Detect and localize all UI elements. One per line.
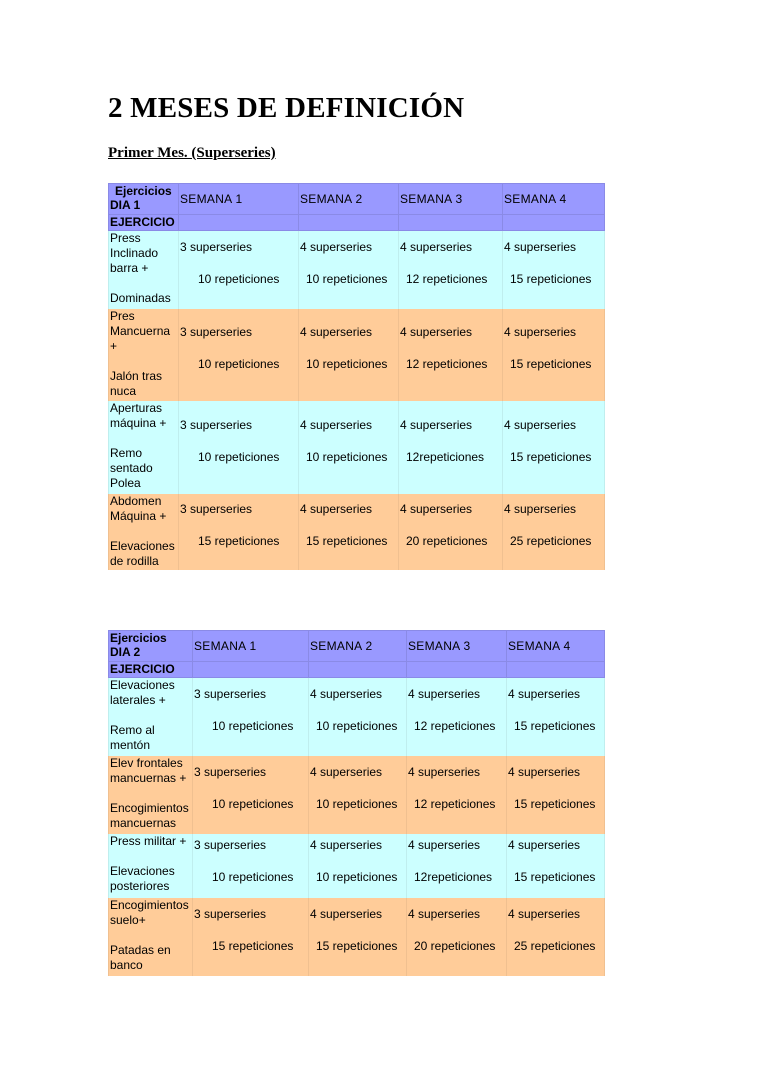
reps-value: 10 repeticiones	[306, 272, 388, 286]
reps-value: 10 repeticiones	[212, 719, 294, 733]
header-label-dia: DIA 1	[110, 198, 141, 212]
reps-value: 25 repeticiones	[510, 534, 592, 548]
exercise-name: Aperturas máquina + Remo sentado Polea	[109, 401, 179, 494]
sets-value: 4 superseries	[504, 418, 577, 432]
sets-value: 4 superseries	[300, 502, 373, 516]
reps-value: 15 repeticiones	[306, 534, 388, 548]
reps-value: 10 repeticiones	[198, 450, 280, 464]
reps-value: 15 repeticiones	[514, 797, 596, 811]
reps-value: 15 repeticiones	[316, 939, 398, 953]
reps-value: 15 repeticiones	[514, 870, 596, 884]
sets-value: 4 superseries	[400, 325, 473, 339]
week-header-2: SEMANA 2	[310, 639, 373, 653]
exercise-name: Encogimientos suelo+ Patadas en banco	[109, 898, 193, 976]
reps-value: 15 repeticiones	[198, 534, 280, 548]
week-header-4: SEMANA 4	[504, 192, 567, 206]
week-cell	[399, 231, 503, 310]
week-header-2: SEMANA 2	[300, 192, 363, 206]
schedule-table-dia-1	[108, 183, 605, 570]
sets-value: 4 superseries	[508, 765, 581, 779]
week-cell	[503, 309, 605, 401]
sets-value: 3 superseries	[194, 838, 267, 852]
sets-value: 4 superseries	[400, 418, 473, 432]
sets-value: 4 superseries	[300, 418, 373, 432]
reps-value: 12 repeticiones	[406, 357, 488, 371]
exercise-row	[109, 494, 605, 570]
sets-value: 3 superseries	[180, 325, 253, 339]
reps-value: 15 repeticiones	[510, 357, 592, 371]
header-label-cell	[109, 631, 193, 662]
reps-value: 10 repeticiones	[198, 272, 280, 286]
reps-value: 12 repeticiones	[414, 719, 496, 733]
exercise-name: Press militar + Elevaciones posteriores	[109, 834, 193, 898]
week-cell	[193, 834, 309, 898]
table-header-row	[109, 184, 605, 215]
reps-value: 12repeticiones	[406, 450, 485, 464]
week-cell	[507, 834, 605, 898]
sets-value: 4 superseries	[408, 765, 481, 779]
sets-value: 4 superseries	[300, 325, 373, 339]
exercise-name: Elevaciones laterales + Remo al mentón	[109, 678, 193, 757]
week-cell	[399, 309, 503, 401]
week-cell	[193, 756, 309, 834]
week-cell	[407, 756, 507, 834]
week-cell	[309, 678, 407, 757]
week-cell	[309, 834, 407, 898]
sets-value: 4 superseries	[310, 838, 383, 852]
header-label-dia: DIA 2	[110, 645, 141, 659]
exercise-name: Abdomen Máquina + Elevaciones de rodilla	[109, 494, 179, 570]
header-label-cell	[109, 184, 179, 215]
header-label-ejercicios: Ejercicios	[110, 631, 167, 645]
week-cell	[179, 494, 299, 570]
exercise-name: Pres Mancuerna + Jalón tras nuca	[109, 309, 179, 401]
week-cell	[407, 898, 507, 976]
reps-value: 10 repeticiones	[316, 719, 398, 733]
sets-value: 4 superseries	[408, 907, 481, 921]
reps-value: 12repeticiones	[414, 870, 493, 884]
sets-value: 3 superseries	[180, 240, 253, 254]
week-cell	[399, 401, 503, 494]
sets-value: 4 superseries	[508, 907, 581, 921]
page-title: 2 MESES DE DEFINICIÓN	[108, 92, 465, 124]
week-cell	[179, 401, 299, 494]
week-cell	[179, 309, 299, 401]
subheader-ejercicio: EJERCICIO	[109, 662, 193, 678]
exercise-row	[109, 834, 605, 898]
reps-value: 12 repeticiones	[406, 272, 488, 286]
exercise-row	[109, 756, 605, 834]
week-cell	[399, 494, 503, 570]
reps-value: 15 repeticiones	[212, 939, 294, 953]
sets-value: 4 superseries	[310, 765, 383, 779]
week-header-1: SEMANA 1	[180, 192, 243, 206]
reps-value: 15 repeticiones	[514, 719, 596, 733]
reps-value: 10 repeticiones	[198, 357, 280, 371]
reps-value: 15 repeticiones	[510, 450, 592, 464]
sets-value: 4 superseries	[408, 838, 481, 852]
reps-value: 25 repeticiones	[514, 939, 596, 953]
exercise-row	[109, 231, 605, 310]
week-cell	[507, 756, 605, 834]
exercise-row	[109, 678, 605, 757]
sets-value: 3 superseries	[180, 418, 253, 432]
reps-value: 10 repeticiones	[316, 797, 398, 811]
reps-value: 10 repeticiones	[316, 870, 398, 884]
week-cell	[179, 231, 299, 310]
sets-value: 3 superseries	[194, 687, 267, 701]
sets-value: 4 superseries	[408, 687, 481, 701]
exercise-row	[109, 309, 605, 401]
week-cell	[309, 756, 407, 834]
week-cell	[407, 678, 507, 757]
reps-value: 20 repeticiones	[414, 939, 496, 953]
sets-value: 4 superseries	[310, 907, 383, 921]
exercise-name: Elev frontales mancuernas + Encogimientos mancuernas	[109, 756, 193, 834]
subheader-ejercicio: EJERCICIO	[109, 215, 179, 231]
week-cell	[503, 494, 605, 570]
sets-value: 4 superseries	[508, 838, 581, 852]
week-cell	[507, 898, 605, 976]
exercise-name: Press Inclinado barra + Dominadas	[109, 231, 179, 310]
reps-value: 10 repeticiones	[306, 450, 388, 464]
reps-value: 10 repeticiones	[212, 797, 294, 811]
schedule-table-dia-2	[108, 630, 605, 976]
week-header-1: SEMANA 1	[194, 639, 257, 653]
exercise-row	[109, 401, 605, 494]
week-cell	[503, 231, 605, 310]
week-cell	[193, 898, 309, 976]
sets-value: 3 superseries	[194, 907, 267, 921]
reps-value: 20 repeticiones	[406, 534, 488, 548]
table-subheader-row	[109, 215, 605, 231]
sets-value: 4 superseries	[504, 325, 577, 339]
sets-value: 4 superseries	[504, 502, 577, 516]
reps-value: 10 repeticiones	[212, 870, 294, 884]
sets-value: 3 superseries	[194, 765, 267, 779]
sets-value: 4 superseries	[508, 687, 581, 701]
week-header-3: SEMANA 3	[408, 639, 471, 653]
exercise-row	[109, 898, 605, 976]
week-header-3: SEMANA 3	[400, 192, 463, 206]
week-cell	[507, 678, 605, 757]
week-cell	[299, 231, 399, 310]
table-subheader-row	[109, 662, 605, 678]
reps-value: 12 repeticiones	[414, 797, 496, 811]
sets-value: 4 superseries	[400, 240, 473, 254]
week-cell	[407, 834, 507, 898]
table-header-row	[109, 631, 605, 662]
page-subtitle: Primer Mes. (Superseries)	[108, 145, 276, 161]
sets-value: 4 superseries	[400, 502, 473, 516]
week-cell	[503, 401, 605, 494]
week-cell	[299, 401, 399, 494]
week-cell	[193, 678, 309, 757]
week-cell	[299, 494, 399, 570]
week-header-4: SEMANA 4	[508, 639, 571, 653]
sets-value: 4 superseries	[300, 240, 373, 254]
reps-value: 10 repeticiones	[306, 357, 388, 371]
reps-value: 15 repeticiones	[510, 272, 592, 286]
week-cell	[299, 309, 399, 401]
week-cell	[309, 898, 407, 976]
sets-value: 3 superseries	[180, 502, 253, 516]
sets-value: 4 superseries	[310, 687, 383, 701]
header-label-ejercicios: Ejercicios	[115, 184, 172, 198]
sets-value: 4 superseries	[504, 240, 577, 254]
